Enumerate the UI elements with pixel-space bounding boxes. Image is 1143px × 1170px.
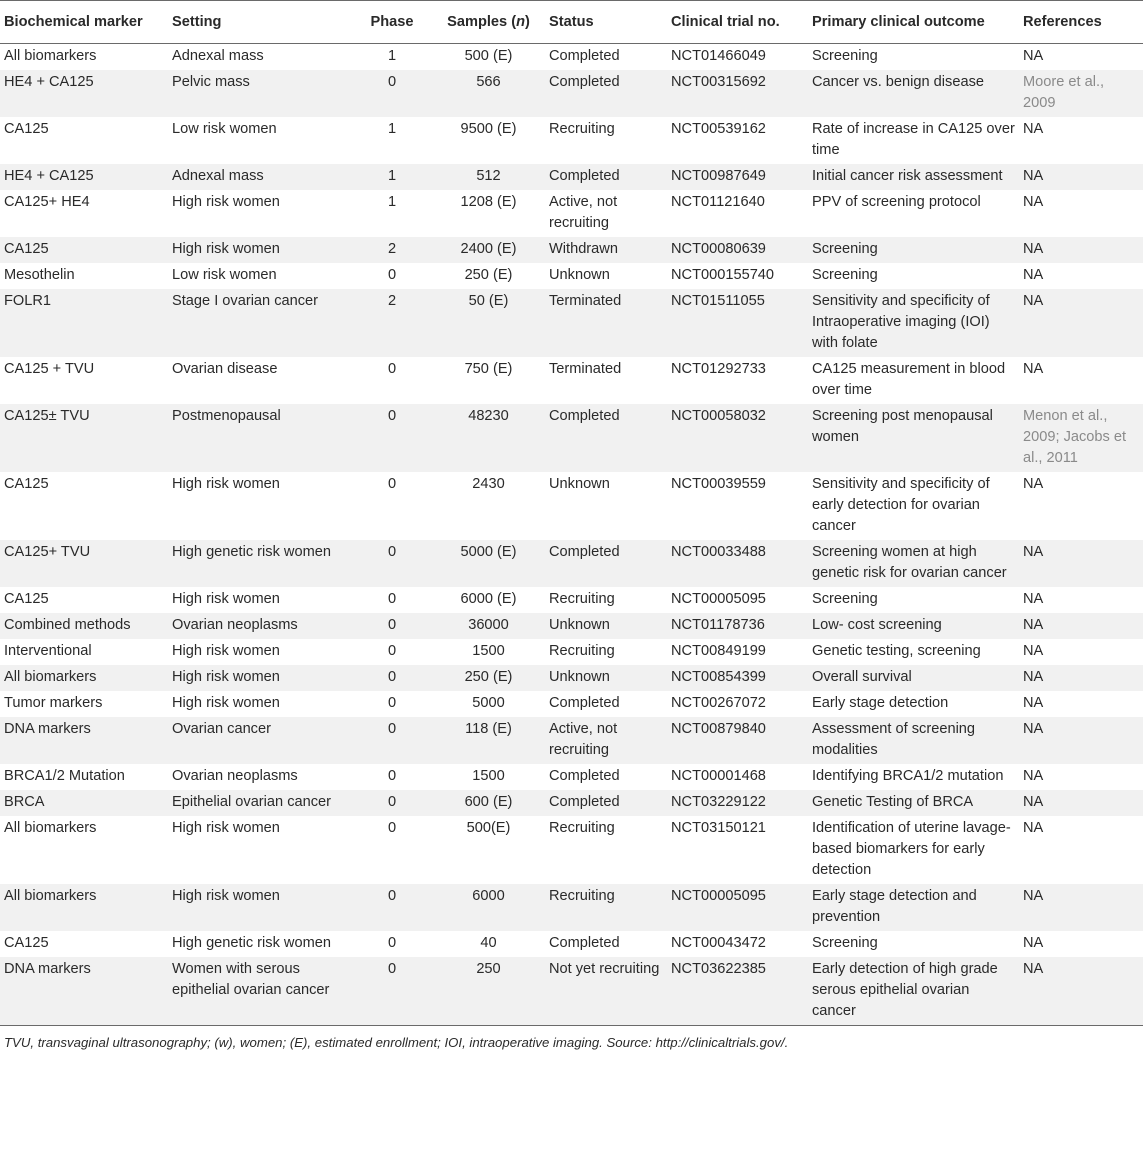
cell-phase: 0: [387, 820, 397, 836]
cell-reference: NA: [1019, 540, 1143, 587]
cell-outcome: CA125 measurement in blood over time: [812, 361, 1006, 398]
cell-outcome: Identifying BRCA1/2 mutation: [812, 768, 1004, 784]
table-row: [0, 237, 1143, 263]
cell-status: Recruiting: [545, 884, 667, 931]
cell-reference: NA: [1019, 289, 1143, 357]
reference-link[interactable]: Menon et al., 2009; Jacobs et al., 2011: [1019, 404, 1143, 472]
cell-outcome: Cancer vs. benign disease: [808, 70, 1019, 117]
cell-trial-no: NCT00267072: [671, 695, 766, 711]
table-row: [0, 357, 1143, 404]
cell-phase: 0: [387, 643, 397, 659]
cell-phase: 0: [387, 768, 397, 784]
cell-phase: 0: [352, 790, 432, 816]
cell-marker: All biomarkers: [4, 48, 97, 64]
cell-status: Completed: [549, 48, 620, 64]
header-samples-suffix: ): [525, 14, 530, 30]
cell-samples: 250 (E): [432, 665, 545, 691]
cell-trial-no: NCT01466049: [671, 48, 766, 64]
cell-trial-no: NCT00043472: [671, 935, 766, 951]
cell-status: Unknown: [545, 665, 667, 691]
cell-outcome: Overall survival: [808, 665, 1019, 691]
cell-trial-no: NCT00080639: [667, 237, 808, 263]
table-row: [0, 957, 1143, 1026]
cell-trial-no: NCT00039559: [671, 476, 766, 492]
cell-status: Unknown: [545, 613, 667, 639]
cell-trial-no: NCT01178736: [667, 613, 808, 639]
cell-status: Completed: [545, 540, 667, 587]
cell-samples: 6000 (E): [460, 591, 517, 607]
cell-phase: 0: [352, 70, 432, 117]
cell-samples: 1208 (E): [460, 194, 517, 210]
cell-status: Recruiting: [549, 643, 615, 659]
cell-setting: High risk women: [168, 884, 352, 931]
cell-setting: High risk women: [172, 194, 280, 210]
table-body: [0, 44, 1143, 1026]
cell-trial-no: NCT00854399: [667, 665, 808, 691]
cell-marker: CA125: [4, 935, 49, 951]
cell-phase: 1: [352, 164, 432, 190]
cell-outcome: Screening: [808, 237, 1019, 263]
cell-samples: 250: [432, 957, 545, 1026]
cell-reference: NA: [1023, 476, 1044, 492]
cell-setting: High genetic risk women: [172, 935, 331, 951]
header-trial: Clinical trial no.: [671, 14, 780, 30]
cell-reference: NA: [1023, 591, 1044, 607]
table-row: [0, 816, 1143, 884]
table-row: [0, 665, 1143, 691]
cell-samples: 118 (E): [432, 717, 545, 764]
cell-status: Recruiting: [549, 820, 615, 836]
cell-setting: High risk women: [168, 237, 352, 263]
cell-samples: 48230: [432, 404, 545, 472]
reference-link[interactable]: Moore et al., 2009: [1019, 70, 1143, 117]
cell-setting: Low risk women: [172, 267, 277, 283]
cell-trial-no: NCT03622385: [667, 957, 808, 1026]
cell-trial-no: NCT00879840: [667, 717, 808, 764]
cell-status: Completed: [549, 935, 620, 951]
cell-outcome: Early stage detection and prevention: [808, 884, 1019, 931]
header-phase: Phase: [370, 14, 414, 30]
cell-setting: High risk women: [172, 591, 280, 607]
cell-status: Completed: [545, 70, 667, 117]
cell-status: Not yet recruiting: [545, 957, 667, 1026]
cell-marker: CA125+ TVU: [0, 540, 168, 587]
cell-samples: 6000: [432, 884, 545, 931]
table-row: [0, 931, 1143, 957]
cell-setting: Epithelial ovarian cancer: [168, 790, 352, 816]
table-row: [0, 691, 1143, 717]
cell-status: Unknown: [549, 267, 610, 283]
table-row: [0, 790, 1143, 816]
cell-status: Completed: [549, 768, 620, 784]
cell-trial-no: NCT03150121: [671, 820, 766, 836]
cell-reference: NA: [1019, 957, 1143, 1026]
header-setting: Setting: [172, 14, 222, 30]
table-row: [0, 164, 1143, 190]
cell-samples: 500 (E): [464, 48, 513, 64]
cell-status: Unknown: [549, 476, 610, 492]
header-samples-n: n: [516, 14, 525, 30]
cell-samples: 2400 (E): [432, 237, 545, 263]
cell-setting: Ovarian cancer: [168, 717, 352, 764]
cell-samples: 600 (E): [432, 790, 545, 816]
cell-outcome: Screening: [812, 48, 878, 64]
cell-phase: 1: [387, 48, 397, 64]
cell-setting: Low risk women: [172, 121, 277, 137]
header-status: Status: [549, 14, 594, 30]
cell-marker: CA125± TVU: [0, 404, 168, 472]
cell-phase: 0: [352, 665, 432, 691]
cell-setting: High risk women: [172, 695, 280, 711]
cell-setting: Women with serous epithelial ovarian cancer: [168, 957, 352, 1026]
cell-samples: 512: [432, 164, 545, 190]
cell-status: Recruiting: [549, 121, 615, 137]
cell-reference: NA: [1019, 613, 1143, 639]
cell-setting: Adnexal mass: [168, 164, 352, 190]
header-samples-prefix: Samples (: [447, 14, 517, 30]
header-row: [0, 1, 1143, 44]
cell-marker: CA125: [0, 237, 168, 263]
cell-marker: All biomarkers: [0, 884, 168, 931]
cell-phase: 0: [352, 717, 432, 764]
cell-trial-no: NCT00005095: [671, 591, 766, 607]
cell-marker: FOLR1: [0, 289, 168, 357]
cell-marker: Mesothelin: [4, 267, 75, 283]
cell-marker: DNA markers: [0, 717, 168, 764]
table-row: [0, 44, 1143, 71]
cell-phase: 1: [387, 121, 397, 137]
cell-samples: 40: [480, 935, 497, 951]
cell-setting: High risk women: [172, 643, 280, 659]
cell-trial-no: NCT00033488: [667, 540, 808, 587]
cell-phase: 0: [387, 267, 397, 283]
cell-reference: NA: [1019, 717, 1143, 764]
cell-phase: 0: [387, 361, 397, 377]
cell-samples: 36000: [432, 613, 545, 639]
cell-setting: Ovarian disease: [172, 361, 278, 377]
cell-reference: NA: [1023, 935, 1044, 951]
cell-samples: 250 (E): [464, 267, 513, 283]
cell-status: Completed: [549, 695, 620, 711]
table-row: [0, 70, 1143, 117]
cell-setting: Pelvic mass: [168, 70, 352, 117]
cell-phase: 2: [352, 237, 432, 263]
cell-phase: 0: [387, 935, 397, 951]
cell-marker: DNA markers: [0, 957, 168, 1026]
cell-outcome: Screening women at high genetic risk for ovarian cancer: [808, 540, 1019, 587]
header-samples: [432, 1, 545, 44]
cell-outcome: Screening: [812, 591, 878, 607]
cell-outcome: Early detection of high grade serous epithelial ovarian cancer: [808, 957, 1019, 1026]
cell-reference: NA: [1019, 164, 1143, 190]
cell-reference: NA: [1023, 820, 1044, 836]
cell-reference: NA: [1023, 194, 1044, 210]
table-footnote: TVU, transvaginal ultrasonography; (w), women; (E), estimated enrollment; IOI, intraoperative imaging. Source: http://clinicaltrials.gov/.: [4, 1035, 789, 1050]
table-row: [0, 639, 1143, 665]
cell-trial-no: NCT00005095: [667, 884, 808, 931]
cell-trial-no: NCT00315692: [667, 70, 808, 117]
cell-phase: 0: [352, 613, 432, 639]
cell-marker: CA125: [4, 121, 49, 137]
cell-outcome: Genetic testing, screening: [812, 643, 981, 659]
cell-trial-no: NCT00001468: [671, 768, 766, 784]
table-header: [0, 1, 1143, 44]
cell-trial-no: NCT00849199: [671, 643, 766, 659]
cell-reference: NA: [1019, 884, 1143, 931]
cell-marker: All biomarkers: [0, 665, 168, 691]
cell-reference: NA: [1019, 665, 1143, 691]
cell-phase: 0: [387, 695, 397, 711]
cell-phase: 2: [352, 289, 432, 357]
cell-reference: NA: [1023, 121, 1044, 137]
table-row: [0, 587, 1143, 613]
cell-status: Completed: [545, 404, 667, 472]
cell-marker: Tumor markers: [4, 695, 103, 711]
cell-outcome: Rate of increase in CA125 over time: [812, 121, 1015, 158]
cell-reference: NA: [1023, 361, 1044, 377]
cell-phase: 0: [352, 540, 432, 587]
cell-outcome: Screening post menopausal women: [808, 404, 1019, 472]
cell-marker: Combined methods: [0, 613, 168, 639]
cell-status: Withdrawn: [545, 237, 667, 263]
cell-setting: High risk women: [172, 476, 280, 492]
table-row: [0, 404, 1143, 472]
cell-setting: Adnexal mass: [172, 48, 264, 64]
cell-reference: NA: [1023, 695, 1044, 711]
cell-trial-no: NCT00058032: [667, 404, 808, 472]
cell-samples: 5000: [472, 695, 505, 711]
cell-trial-no: NCT01511055: [667, 289, 808, 357]
table-row: [0, 613, 1143, 639]
cell-status: Terminated: [545, 289, 667, 357]
header-marker: Biochemical marker: [4, 14, 143, 30]
cell-samples: 1500: [472, 768, 505, 784]
cell-marker: Interventional: [4, 643, 92, 659]
cell-phase: 0: [352, 404, 432, 472]
cell-reference: NA: [1019, 237, 1143, 263]
cell-marker: HE4 + CA125: [0, 164, 168, 190]
cell-marker: CA125: [4, 476, 49, 492]
cell-outcome: PPV of screening protocol: [812, 194, 981, 210]
cell-outcome: Sensitivity and specificity of Intraoperative imaging (IOI) with folate: [808, 289, 1019, 357]
cell-setting: Stage I ovarian cancer: [168, 289, 352, 357]
cell-outcome: Low- cost screening: [808, 613, 1019, 639]
cell-status: Completed: [545, 790, 667, 816]
cell-outcome: Screening: [812, 267, 878, 283]
cell-samples: 566: [432, 70, 545, 117]
cell-outcome: Genetic Testing of BRCA: [808, 790, 1019, 816]
cell-marker: BRCA: [0, 790, 168, 816]
cell-setting: Ovarian neoplasms: [168, 613, 352, 639]
cell-trial-no: NCT00539162: [671, 121, 766, 137]
cell-samples: 50 (E): [432, 289, 545, 357]
cell-marker: CA125: [4, 591, 49, 607]
cell-trial-no: NCT01121640: [671, 194, 765, 210]
cell-samples: 750 (E): [464, 361, 513, 377]
cell-reference: NA: [1023, 643, 1044, 659]
cell-phase: 0: [352, 957, 432, 1026]
cell-marker: CA125 + TVU: [4, 361, 95, 377]
cell-phase: 0: [387, 476, 397, 492]
table-row: [0, 540, 1143, 587]
cell-status: Completed: [545, 164, 667, 190]
header-references: References: [1023, 14, 1102, 30]
table-row: [0, 472, 1143, 540]
cell-reference: NA: [1023, 48, 1044, 64]
cell-setting: Postmenopausal: [168, 404, 352, 472]
table-row: [0, 289, 1143, 357]
cell-marker: BRCA1/2 Mutation: [4, 768, 125, 784]
cell-status: Terminated: [549, 361, 622, 377]
cell-marker: HE4 + CA125: [0, 70, 168, 117]
cell-samples: 9500 (E): [460, 121, 517, 137]
cell-samples: 1500: [472, 643, 505, 659]
table-row: [0, 263, 1143, 289]
cell-reference: NA: [1023, 267, 1044, 283]
cell-outcome: Early stage detection: [812, 695, 949, 711]
cell-setting: High genetic risk women: [168, 540, 352, 587]
header-outcome: Primary clinical outcome: [812, 14, 985, 30]
cell-phase: 1: [387, 194, 397, 210]
cell-trial-no: NCT00987649: [667, 164, 808, 190]
cell-reference: NA: [1023, 768, 1044, 784]
cell-status: Active, not recruiting: [545, 717, 667, 764]
table-row: [0, 884, 1143, 931]
cell-phase: 0: [352, 884, 432, 931]
cell-samples: 5000 (E): [432, 540, 545, 587]
cell-outcome: Identification of uterine lavage-based biomarkers for early detection: [812, 820, 1011, 878]
cell-samples: 500(E): [466, 820, 511, 836]
cell-outcome: Initial cancer risk assessment: [808, 164, 1019, 190]
cell-outcome: Assessment of screening modalities: [808, 717, 1019, 764]
cell-setting: High risk women: [172, 820, 280, 836]
cell-trial-no: NCT000155740: [671, 267, 775, 283]
cell-phase: 0: [387, 591, 397, 607]
cell-setting: High risk women: [168, 665, 352, 691]
cell-outcome: Screening: [812, 935, 878, 951]
cell-outcome: Sensitivity and specificity of early detection for ovarian cancer: [812, 476, 990, 534]
cell-marker: CA125+ HE4: [4, 194, 90, 210]
table-row: [0, 717, 1143, 764]
table-row: [0, 190, 1143, 237]
cell-status: Recruiting: [549, 591, 615, 607]
table-row: [0, 764, 1143, 790]
cell-setting: Ovarian neoplasms: [172, 768, 298, 784]
table-row: [0, 117, 1143, 164]
cell-trial-no: NCT01292733: [671, 361, 766, 377]
cell-trial-no: NCT03229122: [667, 790, 808, 816]
cell-marker: All biomarkers: [4, 820, 97, 836]
cell-status: Active, not recruiting: [549, 194, 618, 231]
cell-samples: 2430: [472, 476, 505, 492]
cell-reference: NA: [1019, 790, 1143, 816]
